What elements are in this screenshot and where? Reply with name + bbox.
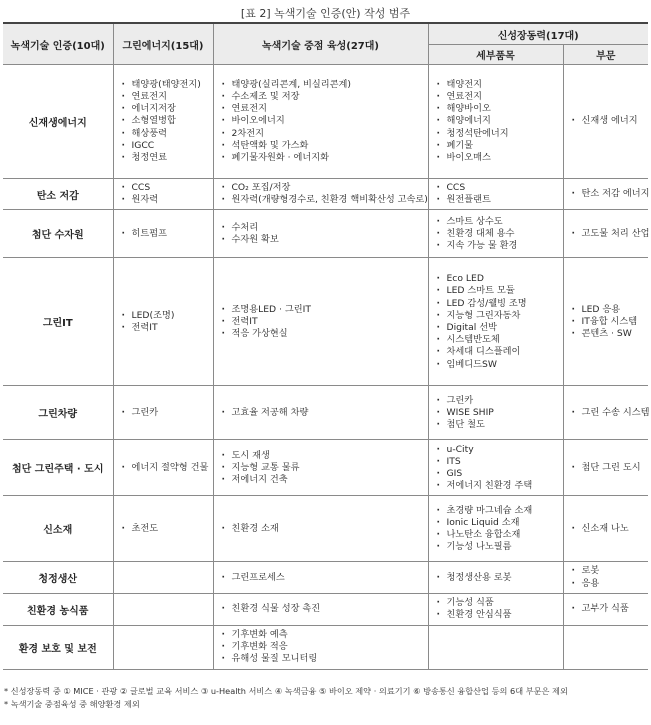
list-item: · 원전플랜트 [437,194,563,206]
list-item: · 청정석탄에너지 [437,128,563,140]
list-item: · 바이오에너지 [222,115,428,127]
list-item: · 기후변화 예측 [222,629,428,641]
item-list [429,270,563,374]
category-name: 그린IT [3,258,113,386]
list-item: · 바이오매스 [437,152,563,164]
sub-item-cell [428,562,563,593]
item-list [564,112,649,130]
item-list [564,225,649,243]
table-row [3,65,648,179]
item-list [114,225,213,243]
list-item: · 수소제조 및 저장 [222,91,428,103]
list-item: · WISE SHIP [437,407,563,419]
header-cert: 녹색기술 인증(10대) [3,23,113,65]
list-item: · 태양광(실리콘계, 비실리콘계) [222,79,428,91]
sub-item-cell [428,593,563,625]
list-item: · 콘텐츠 · SW [572,328,649,340]
item-list [114,520,213,538]
item-list [114,76,213,167]
list-item: · 신소재 나노 [572,523,649,535]
green-tech-cell [213,496,428,562]
list-item: · 친환경 소재 [222,523,428,535]
item-list [429,213,563,256]
list-item: · 신재생 에너지 [572,115,649,127]
list-item: · 원자력(개량형경수로, 친환경 핵비확산성 고속로) [222,194,428,206]
list-item: · 해상풍력 [122,128,213,140]
category-name: 첨단 수자원 [3,210,113,258]
item-list [214,447,428,490]
list-item: · 탄소 저감 에너지 [572,188,649,200]
list-item: · 지능형 그린자동차 [437,310,563,322]
green-tech-cell [213,440,428,496]
list-item: · 그린 수송 시스템 [572,407,649,419]
item-list [429,594,563,624]
list-item: · 청정생산용 로봇 [437,572,563,584]
category-name: 환경 보호 및 보전 [3,625,113,669]
item-list [564,459,649,477]
list-item: · Eco LED [437,273,563,285]
category-name: 청정생산 [3,562,113,593]
list-item: · 수자원 확보 [222,234,428,246]
item-list [564,562,649,592]
list-item: · LED 응용 [572,304,649,316]
green-energy-cell [113,65,213,179]
sector-cell [563,210,648,258]
sub-item-cell [428,210,563,258]
item-list [214,569,428,587]
list-item: · 태양광(태양전지) [122,79,213,91]
list-item: · GIS [437,468,563,480]
sub-item-cell [428,179,563,210]
list-item: · 원자력 [122,194,213,206]
category-name: 친환경 농식품 [3,593,113,625]
list-item: · 에너지저장 [122,103,213,115]
list-item: · CO₂ 포집/저장 [222,182,428,194]
list-item: · 나노탄소 융합소재 [437,529,563,541]
table-row [3,593,648,625]
item-list [214,301,428,344]
item-list [429,569,563,587]
category-name: 첨단 그린주택 · 도시 [3,440,113,496]
list-item: · 폐기물 [437,140,563,152]
list-item: · 전력IT [222,316,428,328]
header-green-tech: 녹색기술 중점 육성(27대) [213,23,428,65]
sector-cell [563,496,648,562]
green-tech-cell [213,562,428,593]
item-list [114,179,213,209]
list-item: · 유해성 물질 모니터링 [222,653,428,665]
item-list [114,459,213,477]
list-item: · 연료전지 [437,91,563,103]
list-item: · 소형열병합 [122,115,213,127]
footnote: * 녹색기술 중점육성 중 해양환경 제외 [4,699,140,709]
list-item: · 지능형 교통 물류 [222,462,428,474]
green-tech-cell [213,179,428,210]
item-list [214,404,428,422]
item-list [564,520,649,538]
table-row [3,440,648,496]
sub-item-cell [428,496,563,562]
list-item: · 첨단 그린 도시 [572,462,649,474]
green-energy-cell [113,440,213,496]
green-energy-cell [113,210,213,258]
green-energy-cell [113,593,213,625]
list-item: · 첨단 철도 [437,419,563,431]
header-green-energy: 그린에너지(15대) [113,23,213,65]
list-item: · LED 감성/웰빙 조명 [437,298,563,310]
item-list [429,502,563,557]
green-tech-cell [213,210,428,258]
list-item: · 석탄액화 및 가스화 [222,140,428,152]
sector-cell [563,65,648,179]
green-energy-cell [113,496,213,562]
list-item: · 고부가 식품 [572,603,649,615]
footnotes [4,685,568,711]
item-list [214,179,428,209]
item-list [564,600,649,618]
green-energy-cell [113,386,213,440]
list-item: · 로봇 [572,565,649,577]
table-row [3,210,648,258]
list-item: · IGCC [122,140,213,152]
list-item: · 고도물 처리 산업 [572,228,649,240]
header-sector: 부문 [563,45,648,65]
list-item: · 해양바이오 [437,103,563,115]
table-row [3,386,648,440]
list-item: · 태양전지 [437,79,563,91]
list-item: · 에너지 절약형 건물 [122,462,213,474]
list-item: · 폐기물자원화 · 에너지화 [222,152,428,164]
green-tech-cell [213,593,428,625]
footnote: * 신성장동력 중 ① MICE · 관광 ② 글로벌 교육 서비스 ③ u-Health 서비스 ④ 녹색금융 ⑤ 바이오 제약 · 의료기기 ⑥ 방송통신 융합산업 등의 6대 부문은 제외 [4,686,568,696]
list-item: · 고효율 저공해 차량 [222,407,428,419]
list-item: · 2차전지 [222,128,428,140]
list-item: · 스마트 상수도 [437,216,563,228]
sector-cell [563,258,648,386]
list-item: · LED(조명) [122,310,213,322]
item-list [564,185,649,203]
list-item: · 기후변화 적응 [222,641,428,653]
category-name: 신재생에너지 [3,65,113,179]
list-item: · 조명용LED · 그린IT [222,304,428,316]
green-energy-cell [113,258,213,386]
item-list [429,441,563,496]
table-caption: [표 2] 녹색기술 인증(안) 작성 범주 [240,7,411,20]
green-tech-cell [213,258,428,386]
sector-cell [563,562,648,593]
green-tech-cell [213,386,428,440]
list-item: · 적응 가상현실 [222,328,428,340]
item-list [114,404,213,422]
sector-cell [563,386,648,440]
green-tech-cell [213,65,428,179]
list-item: · 저에너지 친환경 주택 [437,480,563,492]
list-item: · 청정연료 [122,152,213,164]
sector-cell [563,593,648,625]
list-item: · 그린프로세스 [222,572,428,584]
sub-item-cell [428,625,563,669]
list-item: · ITS [437,456,563,468]
header-growth-group: 신성장동력(17대) [428,23,648,45]
green-tech-cell [213,625,428,669]
category-name: 탄소 저감 [3,179,113,210]
table-row [3,496,648,562]
list-item: · 응용 [572,578,649,590]
item-list [429,179,563,209]
list-item: · 친환경 대체 용수 [437,228,563,240]
list-item: · 기능성 식품 [437,597,563,609]
table-row [3,258,648,386]
list-item: · 친환경 안심식품 [437,609,563,621]
list-item: · 지속 가능 물 환경 [437,240,563,252]
sector-cell [563,179,648,210]
green-energy-cell [113,562,213,593]
item-list [214,600,428,618]
item-list [429,392,563,435]
item-list [214,76,428,167]
list-item: · CCS [122,182,213,194]
list-item: · 저에너지 건축 [222,474,428,486]
list-item: · 초전도 [122,523,213,535]
list-item: · CCS [437,182,563,194]
list-item: · 초경량 마그네슘 소재 [437,505,563,517]
list-item: · 히트펌프 [122,228,213,240]
list-item: · u-City [437,444,563,456]
item-list [564,404,649,422]
sub-item-cell [428,440,563,496]
list-item: · Ionic Liquid 소재 [437,517,563,529]
item-list [429,76,563,167]
header-sub-item: 세부품목 [428,45,563,65]
list-item: · 친환경 식물 성장 촉진 [222,603,428,615]
item-list [214,520,428,538]
table-row [3,562,648,593]
item-list [214,626,428,669]
list-item: · IT융합 시스템 [572,316,649,328]
list-item: · 그린카 [122,407,213,419]
list-item: · Digital 선박 [437,322,563,334]
table-row [3,179,648,210]
list-item: · LED 스마트 모듈 [437,285,563,297]
list-item: · 수처리 [222,222,428,234]
list-item: · 그린카 [437,395,563,407]
list-item: · 임베디드SW [437,359,563,371]
green-energy-cell [113,179,213,210]
list-item: · 연료전지 [122,91,213,103]
category-name: 신소재 [3,496,113,562]
item-list [114,307,213,337]
list-item: · 기능성 나노필름 [437,541,563,553]
green-energy-cell [113,625,213,669]
table-row [3,625,648,669]
sub-item-cell [428,386,563,440]
list-item: · 차세대 디스플레이 [437,346,563,358]
list-item: · 전력IT [122,322,213,334]
sub-item-cell [428,258,563,386]
sub-item-cell [428,65,563,179]
table-body [3,65,648,670]
list-item: · 시스템반도체 [437,334,563,346]
sector-cell [563,440,648,496]
item-list [214,219,428,249]
category-name: 그린차량 [3,386,113,440]
category-table [3,22,648,670]
list-item: · 도시 재생 [222,450,428,462]
list-item: · 해양에너지 [437,115,563,127]
list-item: · 연료전지 [222,103,428,115]
item-list [564,301,649,344]
sector-cell [563,625,648,669]
